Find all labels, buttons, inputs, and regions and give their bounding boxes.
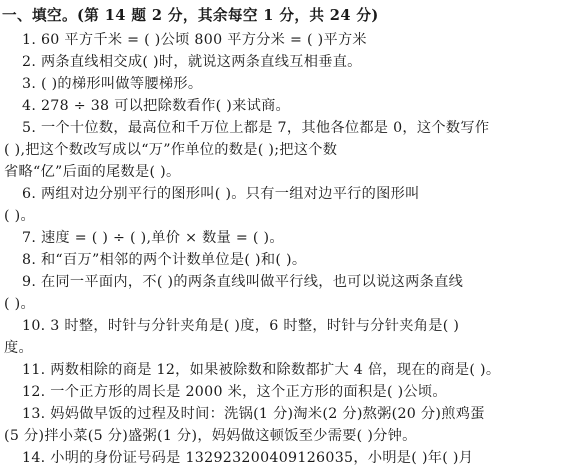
question-14-line-1: 14. 小明的身份证号码是 132923200409126035，小明是( )年( )月 xyxy=(22,450,474,466)
question-6-line-1: 6. 两组对边分别平行的图形叫( )。只有一组对边平行的图形叫 xyxy=(22,186,420,202)
question-6-line-2: ( )。 xyxy=(4,208,35,224)
section-title: 一、填空。(第 14 题 2 分，其余每空 1 分，共 24 分) xyxy=(2,7,379,24)
question-5-line-3: 省略“亿”后面的尾数是( )。 xyxy=(4,164,181,180)
question-4: 4. 278 ÷ 38 可以把除数看作( )来试商。 xyxy=(22,98,291,114)
question-10-line-2: 度。 xyxy=(4,340,33,356)
question-5-line-2: ( ),把这个数改写成以“万”作单位的数是( );把这个数 xyxy=(4,142,338,158)
question-7: 7. 速度 = ( ) ÷ ( ),单价 × 数量 = ( )。 xyxy=(22,230,284,246)
question-1: 1. 60 平方千米 = ( )公顷 800 平方分米 = ( )平方米 xyxy=(22,32,367,48)
question-13-line-2: (5 分)拌小菜(5 分)盛粥(1 分)，妈妈做这顿饭至少需要( )分钟。 xyxy=(4,428,417,444)
question-2: 2. 两条直线相交成( )时，就说这两条直线互相垂直。 xyxy=(22,54,362,70)
question-8: 8. 和“百万”相邻的两个计数单位是( )和( )。 xyxy=(22,252,307,268)
question-11: 11. 两数相除的商是 12，如果被除数和除数都扩大 4 倍，现在的商是( )。 xyxy=(22,362,501,378)
question-5-line-1: 5. 一个十位数，最高位和千万位上都是 7，其他各位都是 0，这个数写作 xyxy=(22,120,490,136)
question-3: 3. ( )的梯形叫做等腰梯形。 xyxy=(22,76,203,92)
question-9-line-2: ( )。 xyxy=(4,296,35,312)
question-12: 12. 一个正方形的周长是 2000 米，这个正方形的面积是( )公顷。 xyxy=(22,384,447,400)
question-13-line-1: 13. 妈妈做早饭的过程及时间：洗锅(1 分)淘米(2 分)熬粥(20 分)煎鸡蛋 xyxy=(22,406,485,422)
question-10-line-1: 10. 3 时整，时针与分针夹角是( )度，6 时整，时针与分针夹角是( ) xyxy=(22,318,460,334)
question-9-line-1: 9. 在同一平面内，不( )的两条直线叫做平行线，也可以说这两条直线 xyxy=(22,274,464,290)
